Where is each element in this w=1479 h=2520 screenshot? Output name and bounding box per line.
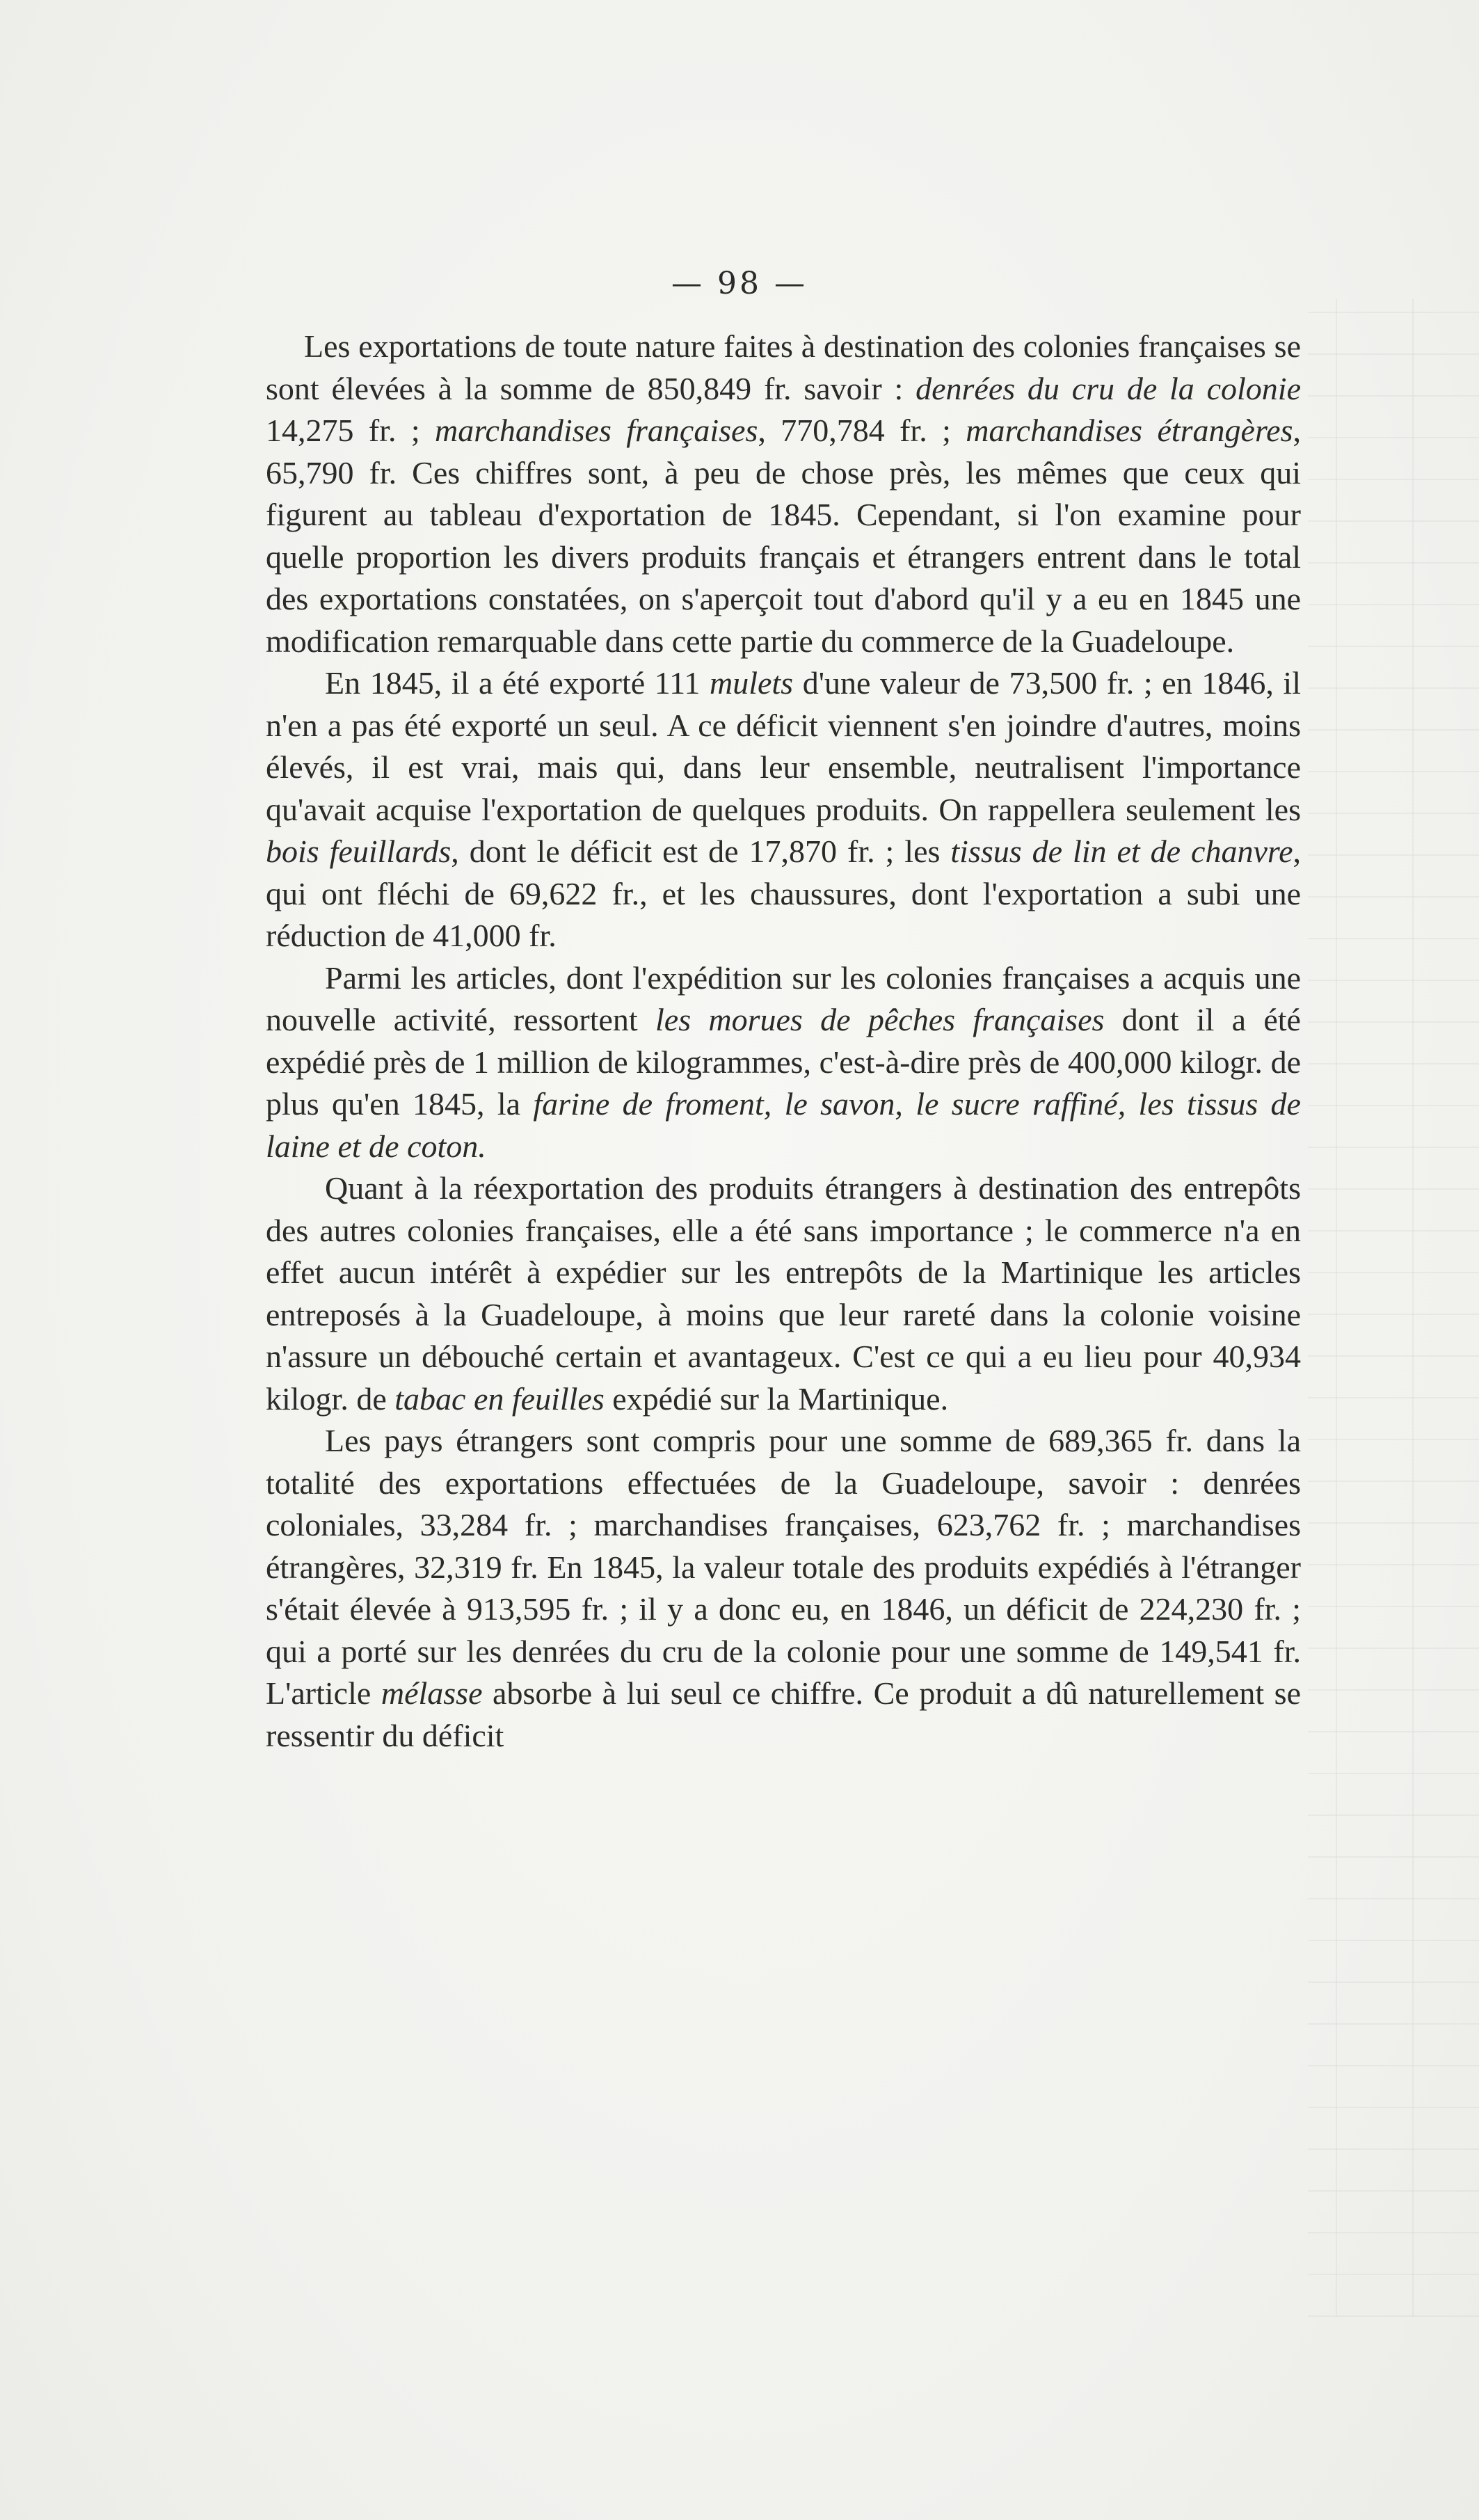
paragraph: Parmi les articles, dont l'expédition sur les colonies françaises a acquis une nouvelle activité, ressortent les morues de pêches françaises dont il a été expédié près de 1 million de kilogrammes, c'est-à-dire près de 400,000 kilogr. de plus qu'en 1845, la farine de froment, le savon, le sucre raffiné, les tissus de laine et de coton. [266,959,1301,1164]
paragraph: Les exportations de toute nature faites à destination des colonies françaises se sont élevées à la somme de 850,849 fr. savoir : denrées du cru de la colonie 14,275 fr. ; marchandises françaises, 770,784 fr. ; marchandises étrangères, 65,790 fr. Ces chiffres sont, à peu de chose près, les mêmes que ceux qui figurent au tableau d'exportation de 1845. Cependant, si l'on examine pour quelle proportion les divers produits français et étrangers entrent dans le total des exportations constatées, on s'aperçoit tout d'abord qu'il y a eu en 1845 une modification remarquable dans cette partie du commerce de la Guadeloupe. [266,328,1301,659]
body-text [266,326,1301,1757]
paragraph: Quant à la réexportation des produits étrangers à destination des entrepôts des autres colonies françaises, elle a été sans importance ; le commerce n'a en effet aucun intérêt à expédier sur les entrepôts de la Martinique les articles entreposés à la Guadeloupe, à moins que leur rareté dans la colonie voisine n'assure un débouché certain et avantageux. C'est ce qui a eu lieu pour 40,934 kilogr. de tabac en feuilles expédié sur la Martinique. [266,1170,1301,1417]
bleed-through-table [1308,299,1479,2317]
page-number: — 98 — [671,266,808,301]
paragraph: En 1845, il a été exporté 111 mulets d'une valeur de 73,500 fr. ; en 1846, il n'en a pas été exporté un seul. A ce déficit viennent s'en joindre d'autres, moins élevés, il est vrai, mais qui, dans leur ensemble, neutralisent l'importance qu'avait acquise l'exportation de quelques produits. On rappellera seulement les bois feuillards, dont le déficit est de 17,870 fr. ; les tissus de lin et de chanvre, qui ont fléchi de 69,622 fr., et les chaussures, dont l'exportation a subi une réduction de 41,000 fr. [266,665,1301,953]
paragraph: Les pays étrangers sont compris pour une somme de 689,365 fr. dans la totalité des exportations effectuées de la Guadeloupe, savoir : denrées coloniales, 33,284 fr. ; marchandises françaises, 623,762 fr. ; marchandises étrangères, 32,319 fr. En 1845, la valeur totale des produits expédiés à l'étranger s'était élevée à 913,595 fr. ; il y a donc eu, en 1846, un déficit de 224,230 fr. ; qui a porté sur les denrées du cru de la colonie pour une somme de 149,541 fr. L'article mélasse absorbe à lui seul ce chiffre. Ce produit a dû naturellement se ressentir du déficit [266,1423,1301,1753]
